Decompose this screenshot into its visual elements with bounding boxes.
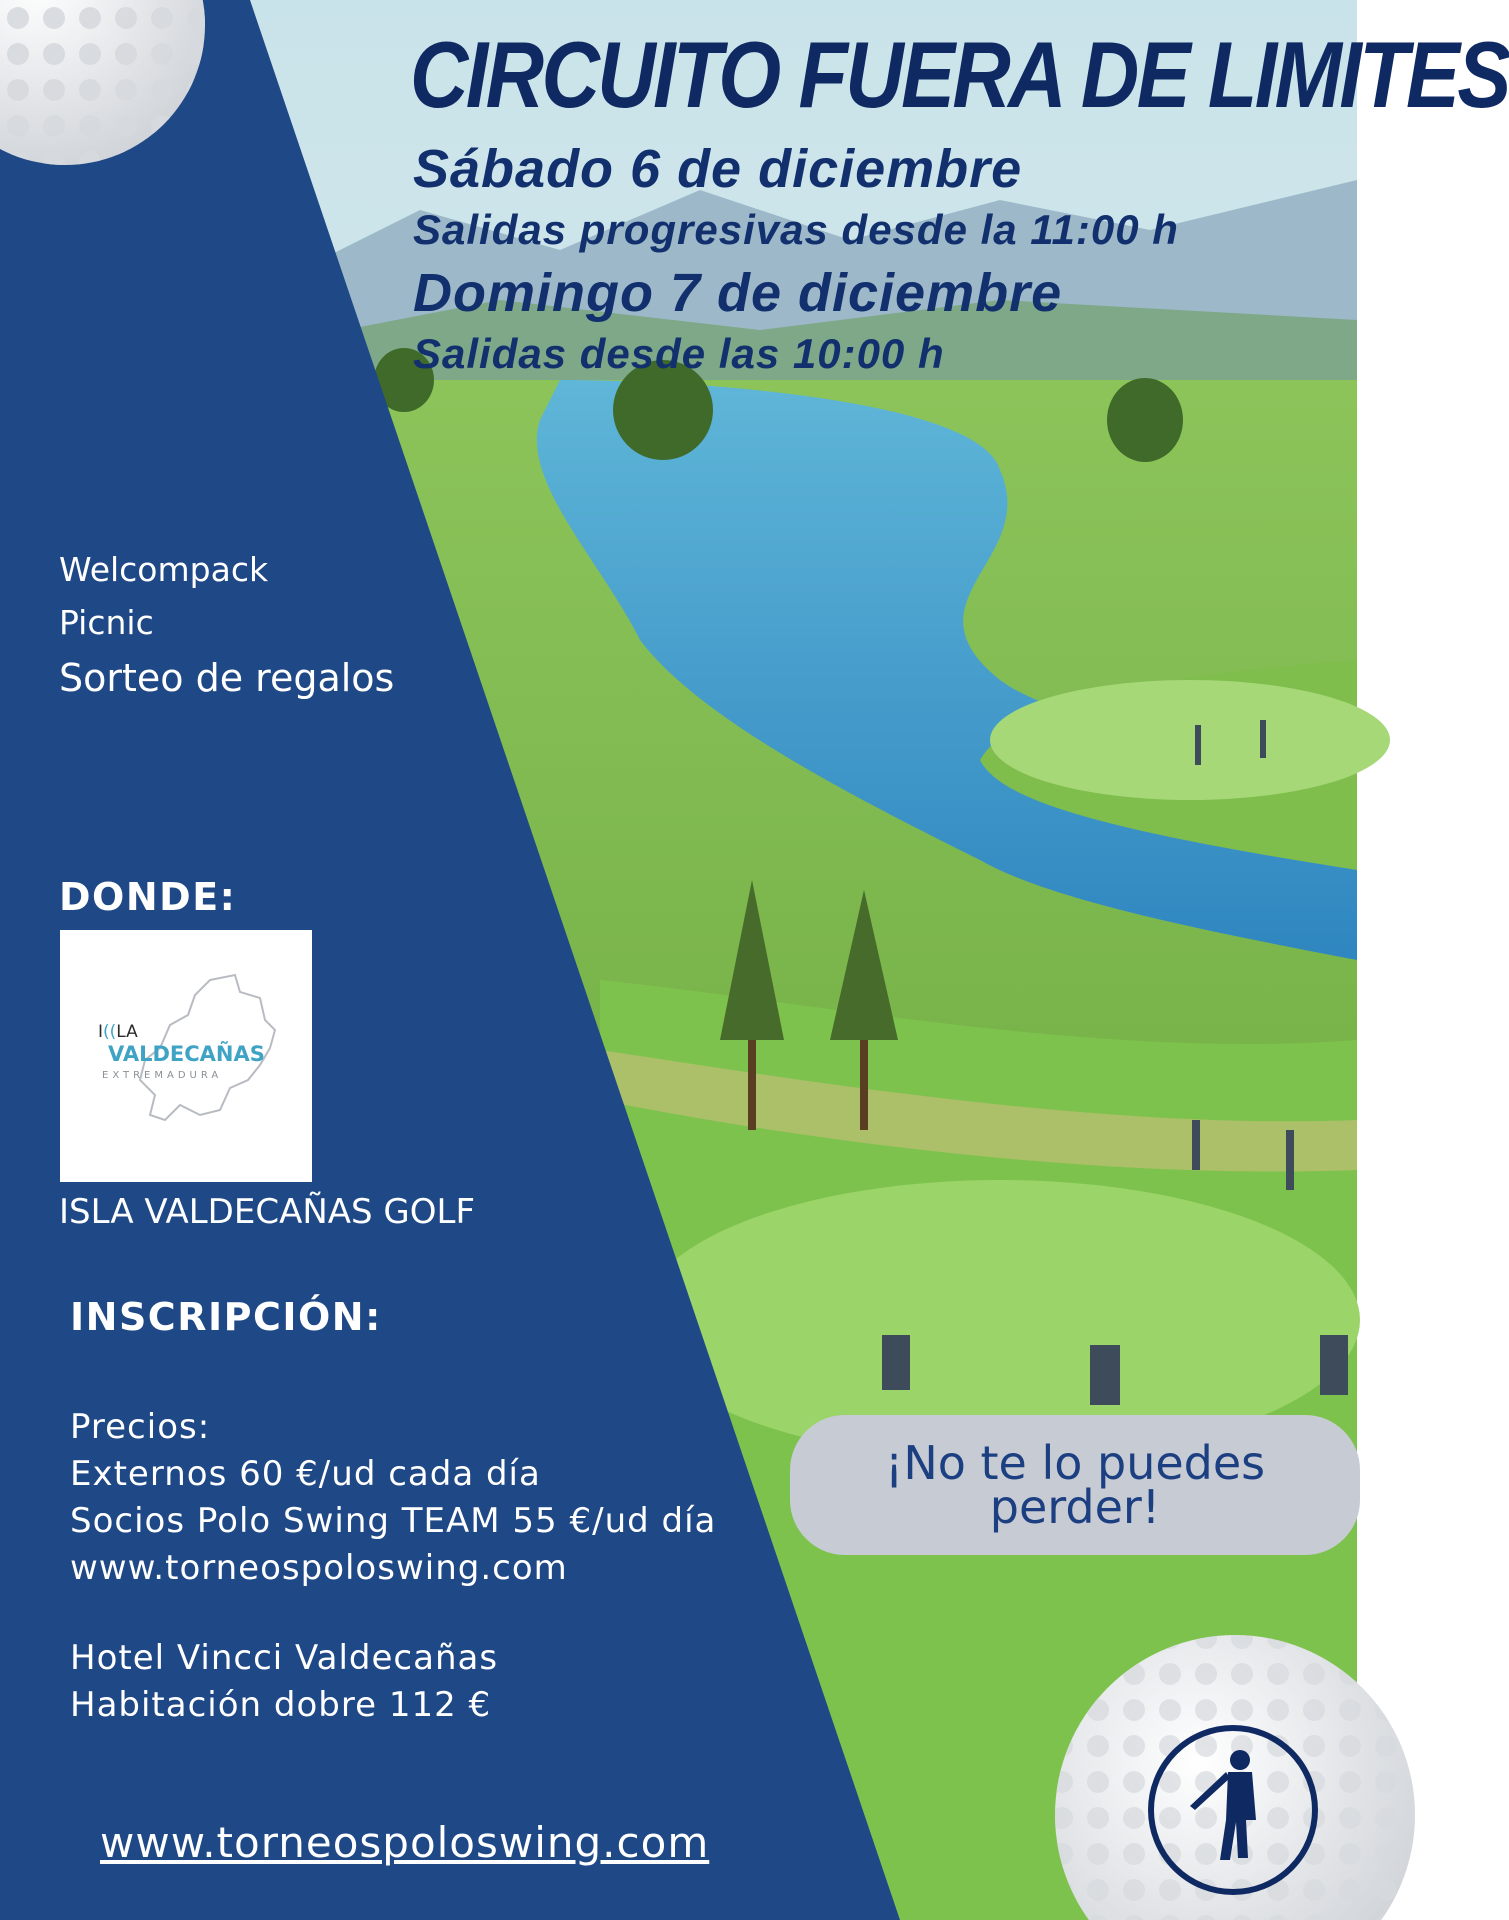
venue-logo-la: LA xyxy=(116,1022,138,1042)
feature-picnic: Picnic xyxy=(59,603,154,642)
sunday-date: Domingo 7 de diciembre xyxy=(413,263,1063,323)
hotel-name: Hotel Vincci Valdecañas xyxy=(70,1638,499,1678)
saturday-date: Sábado 6 de diciembre xyxy=(413,139,1023,199)
website-link[interactable]: www.torneospoloswing.com xyxy=(100,1818,710,1867)
venue-name: ISLA VALDECAÑAS GOLF xyxy=(59,1192,476,1232)
prices-label: Precios: xyxy=(70,1407,211,1447)
event-title: CIRCUITO FUERA DE LIMITES xyxy=(410,22,1509,127)
venue-logo: I((LA VALDECAÑAS EXTREMADURA xyxy=(60,930,312,1182)
feature-welcompack: Welcompack xyxy=(59,550,269,589)
price-members: Socios Polo Swing TEAM 55 €/ud día xyxy=(70,1501,717,1541)
cta-badge xyxy=(790,1415,1360,1555)
saturday-start-time: Salidas progresivas desde la 11:00 h xyxy=(413,206,1179,253)
where-heading: DONDE: xyxy=(59,875,237,919)
feature-gift-raffle: Sorteo de regalos xyxy=(59,656,395,700)
cta-text: ¡No te lo puedes perder! xyxy=(884,1436,1266,1534)
hotel-room-price: Habitación dobre 112 € xyxy=(70,1685,492,1725)
venue-logo-region: EXTREMADURA xyxy=(102,1070,223,1081)
sunday-start-time: Salidas desde las 10:00 h xyxy=(413,330,945,377)
registration-website: www.torneospoloswing.com xyxy=(70,1548,568,1588)
registration-heading: INSCRIPCIÓN: xyxy=(70,1295,382,1339)
venue-logo-name: VALDECAÑAS xyxy=(108,1042,265,1066)
price-external: Externos 60 €/ud cada día xyxy=(70,1454,541,1494)
